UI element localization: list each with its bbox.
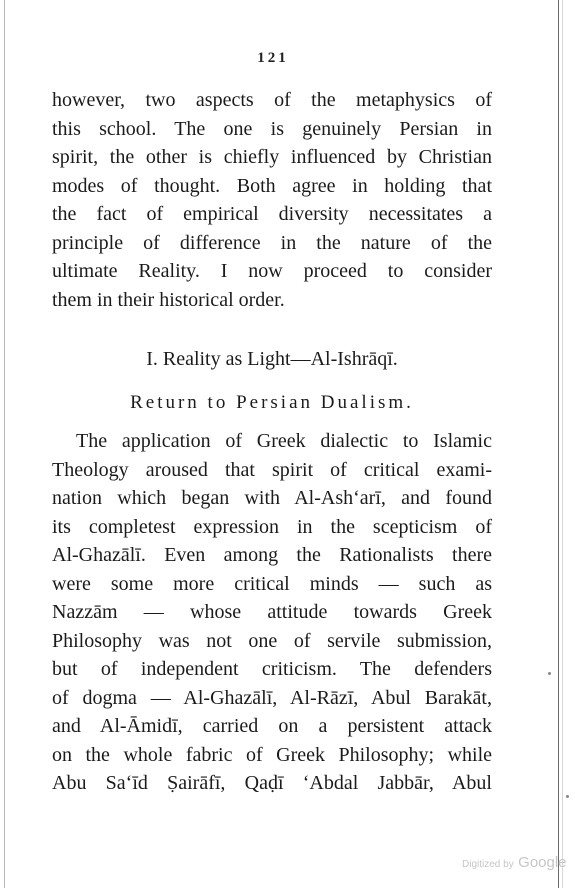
watermark-brand: Google — [518, 854, 567, 871]
section-subheading: Return to Persian Dualism. — [130, 392, 414, 413]
text-line: this school. The one is genuinely Persian in — [52, 117, 492, 140]
page-edge-left — [4, 0, 5, 888]
scan-speck — [566, 795, 569, 798]
page-edge-right-outer — [562, 0, 563, 888]
text-line: spirit, the other is chiefly influenced by Christian — [52, 146, 492, 168]
text-line: Philosophy was not one of servile submission, — [52, 629, 492, 652]
page-number: 121 — [257, 50, 289, 66]
text-line: however, two aspects of the metaphysics of — [52, 89, 492, 111]
section-heading: I. Reality as Light—Al-Ishrāqī. — [146, 348, 398, 370]
text-line: on the whole fabric of Greek Philosophy; while — [52, 743, 492, 766]
text-line: Al-Ghazālī. Even among the Rationalists there — [52, 544, 492, 566]
watermark-prefix: Digitized by — [462, 859, 514, 870]
text-line: and Al-Āmidī, carried on a persistent attack — [52, 715, 492, 737]
text-line: ultimate Reality. I now proceed to consider — [52, 260, 492, 282]
text-line: nation which began with Al-Ash‘arī, and found — [52, 487, 492, 509]
text-line: Nazzām — whose attitude towards Greek — [52, 601, 492, 623]
text-line: but of independent criticism. The defenders — [52, 658, 492, 680]
text-line: the fact of empirical diversity necessitates a — [52, 203, 492, 225]
text-line: modes of thought. Both agree in holding that — [52, 174, 492, 197]
text-line: its completest expression in the scepticism of — [52, 515, 492, 538]
paragraph-2 — [52, 427, 492, 798]
text-line: of dogma — Al-Ghazālī, Al-Rāzī, Abul Barakāt, — [52, 686, 492, 709]
text-line: Theology aroused that spirit of critical exami- — [52, 458, 492, 481]
scan-speck — [548, 672, 551, 675]
page-edge-right — [558, 0, 559, 888]
text-line: principle of difference in the nature of the — [52, 231, 492, 254]
text-line: The application of Greek dialectic to Islamic — [76, 430, 492, 452]
text-line: Abu Sa‘īd Ṣairāfī, Qaḍī ‘Abdal Jabbār, Abul — [52, 772, 492, 794]
digitized-by-google-watermark — [462, 854, 567, 872]
text-line: them in their historical order. — [52, 288, 285, 311]
paragraph-1 — [52, 86, 492, 314]
text-line: were some more critical minds — such as — [52, 572, 492, 595]
